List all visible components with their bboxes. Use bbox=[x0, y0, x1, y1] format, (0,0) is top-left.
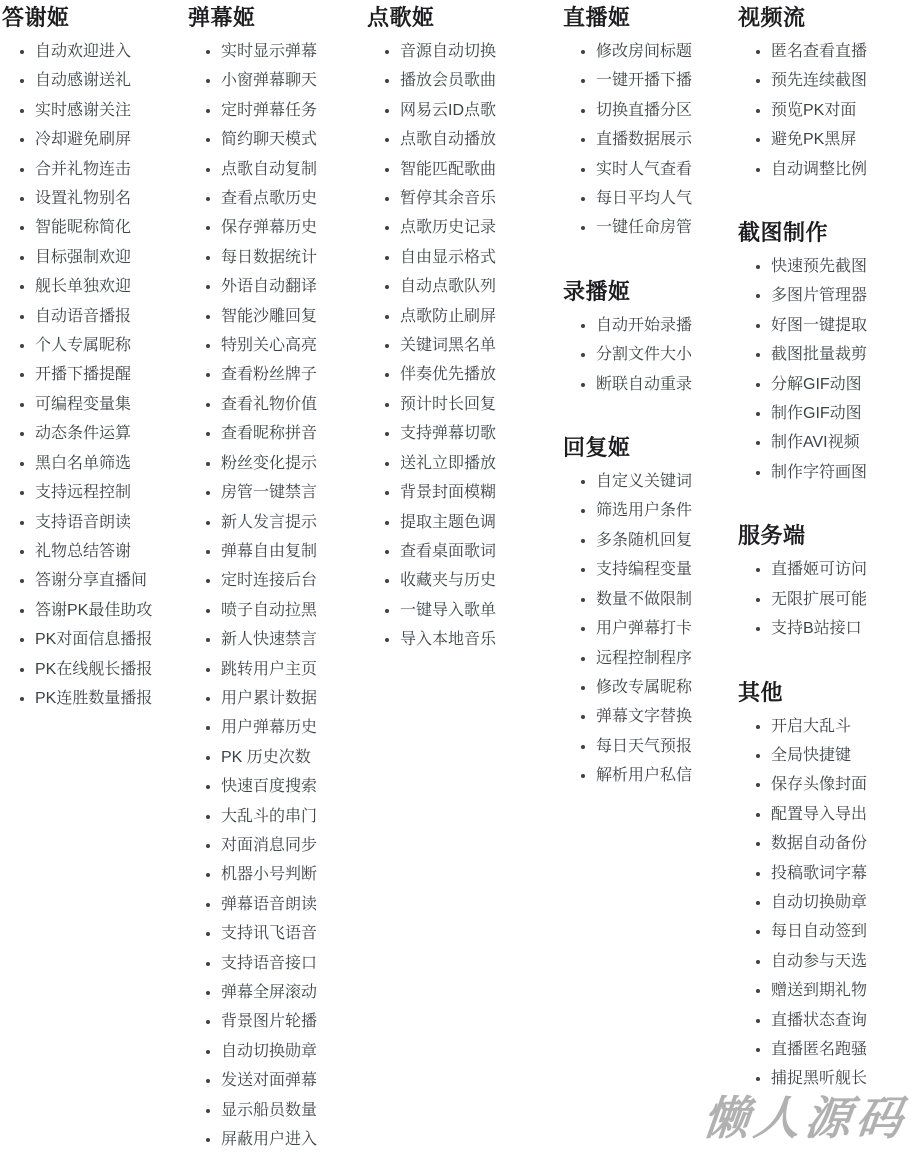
feature-item: • 可编程变量集 bbox=[35, 390, 184, 419]
feature-item: • 每日自动签到 bbox=[771, 917, 913, 946]
feature-section bbox=[2, 5, 184, 713]
feature-item: • 用户累计数据 bbox=[221, 684, 370, 713]
feature-item: • 每日天气预报 bbox=[596, 732, 745, 761]
feature-item: • 自定义关键词 bbox=[596, 467, 745, 496]
feature-item: • 直播匿名跑骚 bbox=[771, 1035, 913, 1064]
feature-item: • 背景图片轮播 bbox=[221, 1007, 370, 1036]
feature-column-4 bbox=[563, 0, 745, 791]
feature-item: • 暂停其余音乐 bbox=[400, 184, 549, 213]
feature-item: • 筛选用户条件 bbox=[596, 496, 745, 525]
feature-item: • 音源自动切换 bbox=[400, 37, 549, 66]
feature-item: • 舰长单独欢迎 bbox=[35, 272, 184, 301]
feature-item: • 捕捉黑听舰长 bbox=[771, 1064, 913, 1093]
feature-item: • 投稿歌词字幕 bbox=[771, 859, 913, 888]
feature-item: • 全局快捷键 bbox=[771, 741, 913, 770]
feature-item: • 弹幕全屏滚动 bbox=[221, 978, 370, 1007]
feature-item: • 弹幕自由复制 bbox=[221, 537, 370, 566]
feature-item: • 预览PK对面 bbox=[771, 96, 913, 125]
feature-section bbox=[563, 435, 745, 790]
feature-item: • 自动参与天选 bbox=[771, 947, 913, 976]
feature-item: • 远程控制程序 bbox=[596, 644, 745, 673]
feature-item: • 导入本地音乐 bbox=[400, 625, 549, 654]
feature-item: • 直播状态查询 bbox=[771, 1006, 913, 1035]
feature-item: • 避免PK黑屏 bbox=[771, 125, 913, 154]
feature-item: • 显示船员数量 bbox=[221, 1096, 370, 1125]
feature-item: • 个人专属昵称 bbox=[35, 331, 184, 360]
feature-item: • 房管一键禁言 bbox=[221, 478, 370, 507]
feature-item: • 快速百度搜索 bbox=[221, 772, 370, 801]
section-title: 服务端 bbox=[738, 523, 806, 549]
feature-item: • 数量不做限制 bbox=[596, 585, 745, 614]
feature-section bbox=[738, 523, 913, 643]
feature-item: • 多图片管理器 bbox=[771, 281, 913, 310]
feature-section bbox=[738, 680, 913, 1094]
feature-item: • 智能沙雕回复 bbox=[221, 302, 370, 331]
feature-column-5 bbox=[738, 0, 913, 1094]
feature-item: • 制作GIF动图 bbox=[771, 399, 913, 428]
section-title: 回复姬 bbox=[563, 435, 631, 461]
feature-item: • 用户弹幕打卡 bbox=[596, 614, 745, 643]
feature-item: • 支持语音接口 bbox=[221, 949, 370, 978]
feature-item: • 修改专属昵称 bbox=[596, 673, 745, 702]
feature-column-2 bbox=[188, 0, 370, 1154]
feature-item: • PK对面信息播报 bbox=[35, 625, 184, 654]
feature-item: • 背景封面模糊 bbox=[400, 478, 549, 507]
feature-item: • PK在线舰长播报 bbox=[35, 655, 184, 684]
feature-item: • 一键任命房管 bbox=[596, 213, 745, 242]
feature-item: • 自动语音播报 bbox=[35, 302, 184, 331]
feature-item: • 特别关心高亮 bbox=[221, 331, 370, 360]
feature-item: • 合并礼物连击 bbox=[35, 155, 184, 184]
feature-item: • 目标强制欢迎 bbox=[35, 243, 184, 272]
feature-item: • 自动调整比例 bbox=[771, 155, 913, 184]
section-title: 视频流 bbox=[738, 5, 806, 30]
feature-item: • PK连胜数量播报 bbox=[35, 684, 184, 713]
feature-list bbox=[2, 37, 184, 713]
feature-item: • 伴奏优先播放 bbox=[400, 360, 549, 389]
feature-item: • 分割文件大小 bbox=[596, 340, 745, 369]
feature-item: • 无限扩展可能 bbox=[771, 585, 913, 614]
section-title: 录播姬 bbox=[563, 278, 631, 304]
feature-item: • 支持远程控制 bbox=[35, 478, 184, 507]
feature-item: • 修改房间标题 bbox=[596, 37, 745, 66]
feature-item: • 新人发言提示 bbox=[221, 508, 370, 537]
feature-section bbox=[188, 5, 370, 1154]
feature-item: • 简约聊天模式 bbox=[221, 125, 370, 154]
feature-item: • 机器小号判断 bbox=[221, 860, 370, 889]
feature-item: • 送礼立即播放 bbox=[400, 449, 549, 478]
feature-item: • 定时连接后台 bbox=[221, 566, 370, 595]
feature-item: • 一键开播下播 bbox=[596, 66, 745, 95]
feature-item: • 赠送到期礼物 bbox=[771, 976, 913, 1005]
section-title: 弹幕姬 bbox=[188, 5, 256, 30]
feature-item: • 自动开始录播 bbox=[596, 311, 745, 340]
feature-item: • 查看昵称拼音 bbox=[221, 419, 370, 448]
feature-item: • 配置导入导出 bbox=[771, 800, 913, 829]
feature-column-1 bbox=[2, 0, 184, 713]
feature-section bbox=[738, 220, 913, 487]
feature-item: • 粉丝变化提示 bbox=[221, 449, 370, 478]
feature-item: • 跳转用户主页 bbox=[221, 655, 370, 684]
feature-item: • 答谢PK最佳助攻 bbox=[35, 596, 184, 625]
feature-item: • 小窗弹幕聊天 bbox=[221, 66, 370, 95]
feature-item: • 匿名查看直播 bbox=[771, 37, 913, 66]
feature-item: • 每日数据统计 bbox=[221, 243, 370, 272]
feature-item: • 查看礼物价值 bbox=[221, 390, 370, 419]
feature-item: • 直播姬可访问 bbox=[771, 555, 913, 584]
feature-item: • 快速预先截图 bbox=[771, 252, 913, 281]
feature-list bbox=[563, 37, 745, 243]
feature-item: • 支持B站接口 bbox=[771, 614, 913, 643]
feature-item: • 制作AVI视频 bbox=[771, 428, 913, 457]
feature-item: • 支持编程变量 bbox=[596, 555, 745, 584]
feature-item: • 播放会员歌曲 bbox=[400, 66, 549, 95]
section-title: 截图制作 bbox=[738, 220, 829, 246]
feature-item: • PK 历史次数 bbox=[221, 743, 370, 772]
feature-item: • 实时显示弹幕 bbox=[221, 37, 370, 66]
feature-item: • 点歌自动复制 bbox=[221, 155, 370, 184]
feature-item: • 大乱斗的串门 bbox=[221, 802, 370, 831]
feature-item: • 自动点歌队列 bbox=[400, 272, 549, 301]
feature-item: • 弹幕文字替换 bbox=[596, 702, 745, 731]
feature-item: • 设置礼物别名 bbox=[35, 184, 184, 213]
feature-item: • 冷却避免刷屏 bbox=[35, 125, 184, 154]
feature-item: • 自动欢迎进入 bbox=[35, 37, 184, 66]
feature-list bbox=[367, 37, 549, 655]
watermark-logo: 懒人源码 bbox=[700, 1092, 910, 1144]
feature-section bbox=[563, 279, 745, 399]
feature-list bbox=[738, 252, 913, 487]
section-title: 答谢姬 bbox=[2, 5, 70, 30]
feature-item: • 制作字符画图 bbox=[771, 458, 913, 487]
feature-item: • 保存弹幕历史 bbox=[221, 213, 370, 242]
feature-item: • 实时感谢关注 bbox=[35, 96, 184, 125]
section-title: 直播姬 bbox=[563, 5, 631, 30]
feature-item: • 黑白名单筛选 bbox=[35, 449, 184, 478]
feature-item: • 喷子自动拉黑 bbox=[221, 596, 370, 625]
feature-item: • 自由显示格式 bbox=[400, 243, 549, 272]
feature-item: • 数据自动备份 bbox=[771, 829, 913, 858]
feature-item: • 收藏夹与历史 bbox=[400, 566, 549, 595]
feature-item: • 预计时长回复 bbox=[400, 390, 549, 419]
section-title: 其他 bbox=[738, 679, 784, 705]
feature-item: • 礼物总结答谢 bbox=[35, 537, 184, 566]
feature-item: • 预先连续截图 bbox=[771, 66, 913, 95]
feature-item: • 查看粉丝牌子 bbox=[221, 360, 370, 389]
feature-list bbox=[738, 712, 913, 1094]
feature-item: • 多条随机回复 bbox=[596, 526, 745, 555]
feature-list bbox=[188, 37, 370, 1154]
feature-item: • 点歌自动播放 bbox=[400, 125, 549, 154]
feature-item: • 自动切换勋章 bbox=[221, 1037, 370, 1066]
feature-section bbox=[563, 5, 745, 243]
feature-item: • 外语自动翻译 bbox=[221, 272, 370, 301]
feature-item: • 支持语音朗读 bbox=[35, 508, 184, 537]
feature-item: • 提取主题色调 bbox=[400, 508, 549, 537]
feature-item: • 新人快速禁言 bbox=[221, 625, 370, 654]
feature-item: • 开启大乱斗 bbox=[771, 712, 913, 741]
feature-item: • 截图批量裁剪 bbox=[771, 340, 913, 369]
feature-item: • 用户弹幕历史 bbox=[221, 713, 370, 742]
feature-item: • 查看点歌历史 bbox=[221, 184, 370, 213]
feature-item: • 智能匹配歌曲 bbox=[400, 155, 549, 184]
feature-item: • 发送对面弹幕 bbox=[221, 1066, 370, 1095]
feature-item: • 开播下播提醒 bbox=[35, 360, 184, 389]
feature-item: • 智能昵称简化 bbox=[35, 213, 184, 242]
section-title: 点歌姬 bbox=[367, 5, 435, 30]
feature-item: • 支持讯飞语音 bbox=[221, 919, 370, 948]
feature-item: • 实时人气查看 bbox=[596, 155, 745, 184]
feature-list bbox=[738, 37, 913, 184]
feature-list bbox=[563, 467, 745, 790]
feature-item: • 关键词黑名单 bbox=[400, 331, 549, 360]
feature-item: • 每日平均人气 bbox=[596, 184, 745, 213]
feature-list bbox=[563, 311, 745, 399]
feature-item: • 对面消息同步 bbox=[221, 831, 370, 860]
feature-item: • 支持弹幕切歌 bbox=[400, 419, 549, 448]
feature-item: • 查看桌面歌词 bbox=[400, 537, 549, 566]
feature-item: • 分解GIF动图 bbox=[771, 370, 913, 399]
feature-item: • 解析用户私信 bbox=[596, 761, 745, 790]
feature-item: • 直播数据展示 bbox=[596, 125, 745, 154]
feature-item: • 自动切换勋章 bbox=[771, 888, 913, 917]
feature-item: • 自动感谢送礼 bbox=[35, 66, 184, 95]
feature-section bbox=[367, 5, 549, 655]
feature-item: • 答谢分享直播间 bbox=[35, 566, 184, 595]
feature-item: • 弹幕语音朗读 bbox=[221, 890, 370, 919]
feature-column-3 bbox=[367, 0, 549, 655]
feature-item: • 一键导入歌单 bbox=[400, 596, 549, 625]
feature-section bbox=[738, 5, 913, 184]
feature-item: • 切换直播分区 bbox=[596, 96, 745, 125]
feature-item: • 点歌防止刷屏 bbox=[400, 302, 549, 331]
feature-item: • 网易云ID点歌 bbox=[400, 96, 549, 125]
feature-item: • 屏蔽用户进入 bbox=[221, 1125, 370, 1154]
feature-item: • 点歌历史记录 bbox=[400, 213, 549, 242]
feature-item: • 断联自动重录 bbox=[596, 370, 745, 399]
feature-item: • 动态条件运算 bbox=[35, 419, 184, 448]
feature-item: • 保存头像封面 bbox=[771, 770, 913, 799]
feature-list bbox=[738, 555, 913, 643]
feature-item: • 好图一键提取 bbox=[771, 311, 913, 340]
feature-item: • 定时弹幕任务 bbox=[221, 96, 370, 125]
